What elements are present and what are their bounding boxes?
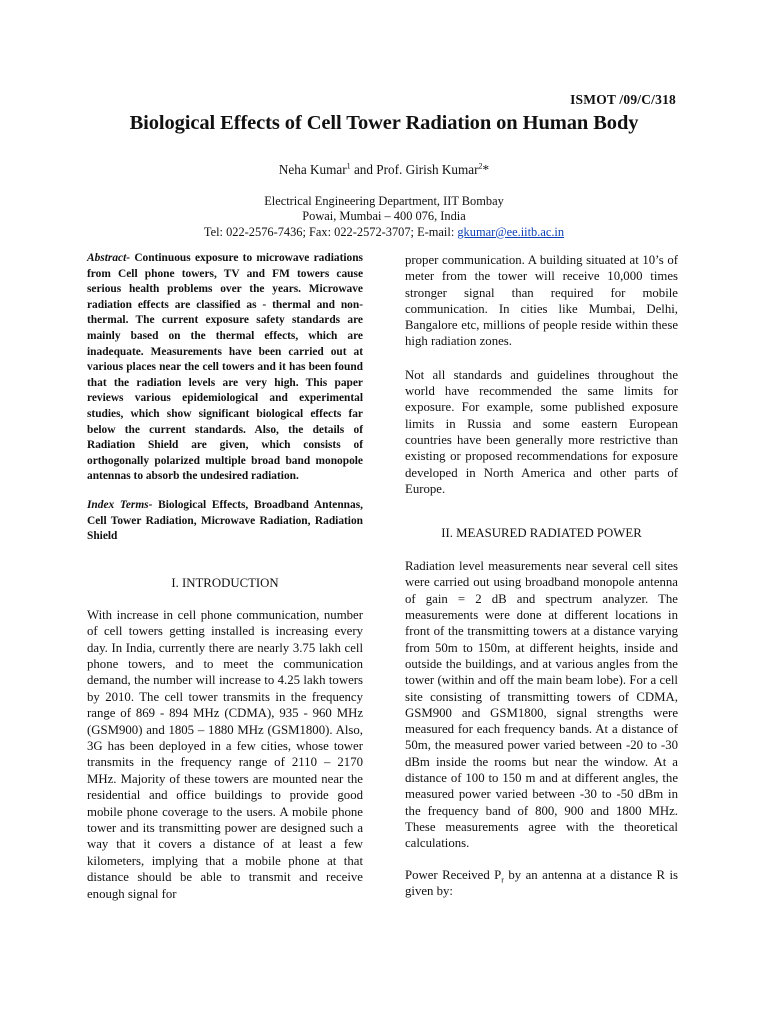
body-paragraph: With increase in cell phone communication, number of cell towers getting installed is increasing every day. In India, currently there are nearly 3.75 lakh cell phone towers, and to meet the communication demand, the number will increase to 4.25 lakh towers by 2010. The cell tower transmits in the frequency range of 869 - 894 MHz (CDMA), 935 - 960 MHz (GSM900) and 1805 – 1880 MHz (GSM1800). Also, 3G has been deployed in a few cities, whose tower transmits in the frequency range of 2110 – 2170 MHz. Majority of these towers are mounted near the residential and office buildings to provide good mobile phone coverage to the users. A mobile phone tower and its transmitting power are designed such a way that it covers a distance of at least a few kilometers, implying that a mobile phone at that distance should be able to transmit and receive enough signal for	[87, 607, 363, 901]
author-name: Neha Kumar	[278, 162, 347, 177]
paper-id: ISMOT /09/C/318	[570, 92, 676, 107]
body-paragraph	[405, 867, 678, 900]
author-separator: and	[350, 162, 377, 177]
corresponding-author-mark: *	[482, 162, 490, 177]
index-terms	[87, 498, 363, 545]
contact-line	[0, 225, 768, 240]
inline-text: by an antenna at a distance R is given by:	[405, 867, 678, 898]
index-terms-text: Biological Effects, Broadband Antennas, Cell Tower Radiation, Microwave Radiation, Radiation Shield	[87, 498, 363, 543]
section-heading-measured-radiated-power: II. MEASURED RADIATED POWER	[441, 526, 642, 541]
affiliation-department: Electrical Engineering Department, IIT Bombay	[264, 194, 504, 208]
body-paragraph: Radiation level measurements near several cell sites were carried out using broadband monopole antenna of gain = 2 dB and spectrum analyzer. The measurements were done at different locations in front of the transmitting towers at a distance varying from 50m to 150m, at different heights, inside and outside the buildings, and at various angles from the tower (within and off the main beam lobe). For a cell site consisting of transmitting towers of CDMA, GSM900 and GSM1800, signal strengths were measured for each frequency bands. At a distance of 50m, the measured power varied between -20 to -30 dBm inside the rooms but near the window. At a distance of 100 to 150 m and at different angles, the measured power varied between -30 to -50 dBm in the frequency band of 800, 900 and 1800 MHz. These measurements agree with the theoretical calculations.	[405, 559, 678, 851]
abstract	[87, 251, 363, 485]
body-paragraph: Not all standards and guidelines throughout the world have recommended the same limits for exposure. For example, some published exposure limits in Russia and some eastern European countries have been generally more restrictive than existing or proposed recommendations for exposure developed in North America and other parts of Europe.	[405, 367, 678, 496]
paper-title: Biological Effects of Cell Tower Radiation on Human Body	[129, 112, 639, 134]
affiliation-address: Powai, Mumbai – 400 076, India	[302, 209, 466, 224]
body-paragraph: proper communication. A building situated at 10’s of meter from the tower will receive 10,000 times stronger signal than required for mobile communication. In cities like Mumbai, Delhi, Bangalore etc, millions of people reside within these high radiation zones.	[405, 253, 678, 349]
email-link[interactable]: gkumar@ee.iitb.ac.in	[457, 224, 565, 239]
right-column	[405, 252, 678, 899]
left-column	[87, 251, 363, 902]
author-name: Prof. Girish Kumar	[376, 162, 479, 177]
affiliation-block	[0, 194, 768, 240]
index-terms-label: Index Terms-	[87, 498, 153, 511]
subscript: r	[501, 875, 504, 885]
section-heading-introduction: I. INTRODUCTION	[171, 575, 279, 590]
author-superscript: 2	[478, 161, 483, 171]
contact-text: Tel: 022-2576-7436; Fax: 022-2572-3707; E-mail:	[203, 224, 458, 239]
author-superscript: 1	[346, 161, 351, 171]
author-line	[0, 162, 768, 178]
abstract-text: Continuous exposure to microwave radiations from Cell phone towers, TV and FM towers cause serious health problems over the years. Microwave radiation effects are classified as - thermal and non-thermal. The current exposure safety standards are mainly based on the thermal effects, which are inadequate. Measurements have been carried out at various places near the cell towers and it has been found that the radiation levels are very high. This paper reviews various epidemiological and experimental studies, which show significant biological effects far below the current standards. Also, the details of Radiation Shield are given, which consists of orthogonally polarized multiple broad band monopole antennas to absorb the undesired radiation.	[87, 252, 363, 483]
inline-text: Power Received P	[405, 867, 502, 882]
abstract-label: Abstract-	[87, 252, 131, 264]
